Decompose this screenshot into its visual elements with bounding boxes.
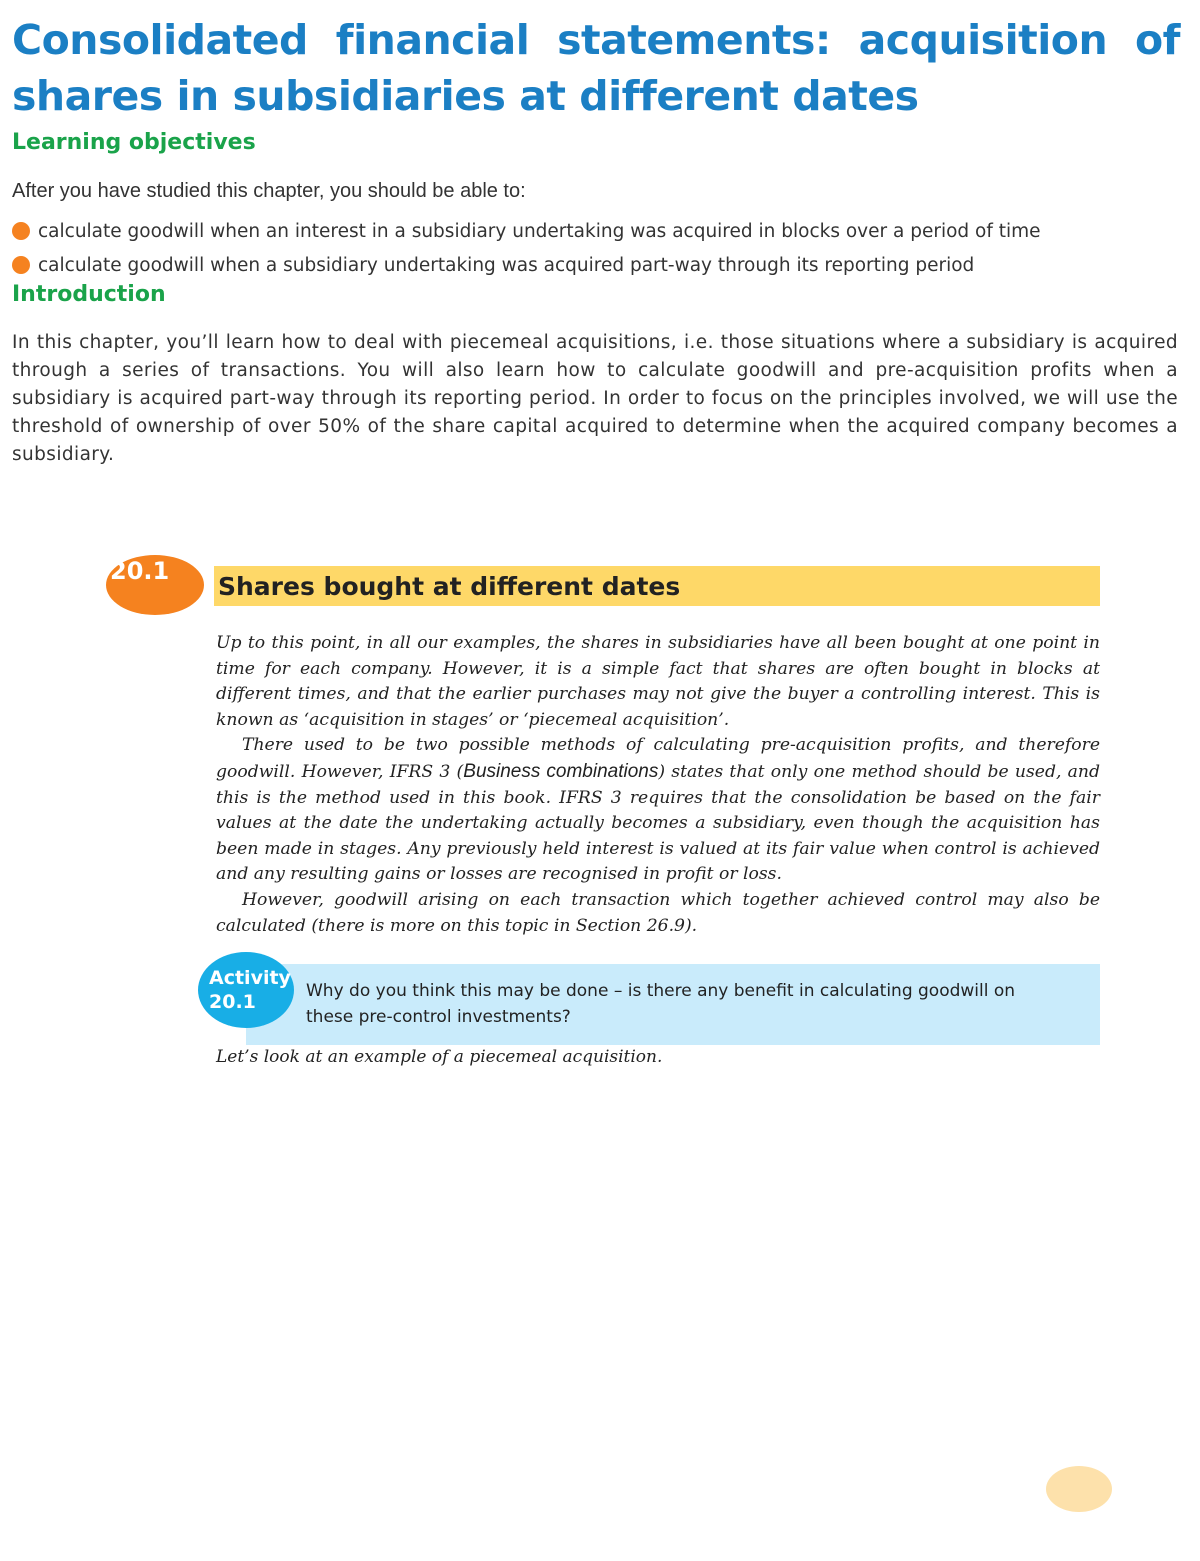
section-number-badge: [106, 555, 204, 615]
learning-objectives-heading: Learning objectives: [12, 130, 256, 155]
list-item: [12, 248, 1041, 282]
objectives-intro: After you have studied this chapter, you should be able to:: [12, 180, 526, 202]
section-body: [216, 631, 1100, 939]
objective-text: calculate goodwill when a subsidiary undertaking was acquired part-way through its reporting period: [38, 254, 975, 276]
bullet-dot-icon: [12, 256, 30, 274]
section-paragraph-3: However, goodwill arising on each transaction which together achieved control may also be calculated (there is more on this topic in Section 26.9).: [216, 889, 1100, 936]
page-number-oval: [1046, 1466, 1112, 1512]
bullet-dot-icon: [12, 222, 30, 240]
section-title: Shares bought at different dates: [218, 572, 681, 601]
chapter-title: Consolidated financial statements: acquisition of shares in subsidiaries at different dates: [12, 16, 1180, 120]
paragraph-2-start: There used to be two possible methods of calculating pre-acquisition profits, and therefore goodwill. However, IFRS 3 (: [216, 735, 1100, 782]
paragraph-2-end: ) states that only one method should be used, and this is the method used in this book. IFRS 3 requires that the consolidation be based on the fair values at the date the undertaking actually becomes a subsidiary, even though the acquisition has been made in stages. Any previously held interest is valued at its fair value when control is achieved and any resulting gains or losses are recognised in profit or loss.: [216, 761, 1100, 885]
objective-text: calculate goodwill when an interest in a subsidiary undertaking was acquired in blocks over a period of time: [38, 220, 1041, 242]
activity-number: 20.1: [209, 991, 256, 1013]
section-number: 20.1: [110, 557, 170, 585]
introduction-paragraph: In this chapter, you’ll learn how to deal with piecemeal acquisitions, i.e. those situations where a subsidiary is acquired through a series of transactions. You will also learn how to calculate goodwill and pre-acquisition profits when a subsidiary is acquired part-way through its reporting period. In order to focus on the principles involved, we will use the threshold of ownership of over 50% of the share capital acquired to determine when the acquired company becomes a subsidiary.: [12, 332, 1178, 465]
list-item: [12, 214, 1041, 248]
standard-name: Business combinations: [463, 760, 659, 782]
closing-line: Let’s look at an example of a piecemeal acquisition.: [216, 1047, 663, 1067]
activity-badge: [198, 952, 294, 1028]
section-paragraph-2: [216, 733, 1100, 888]
objectives-list: [12, 214, 1041, 282]
section-title-bar: [214, 566, 1100, 606]
activity-box: [246, 964, 1100, 1045]
introduction-heading: Introduction: [12, 282, 166, 307]
section-paragraph-1: Up to this point, in all our examples, the shares in subsidiaries have all been bought at one point in time for each company. However, it is a simple fact that shares are often bought in blocks at different times, and that the earlier purchases may not give the buyer a controlling interest. This is known as ‘acquisition in stages’ or ‘piecemeal acquisition’.: [216, 633, 1100, 730]
activity-question: Why do you think this may be done – is there any benefit in calculating goodwill on these pre-control investments?: [306, 981, 1016, 1027]
activity-label: Activity: [209, 967, 291, 989]
